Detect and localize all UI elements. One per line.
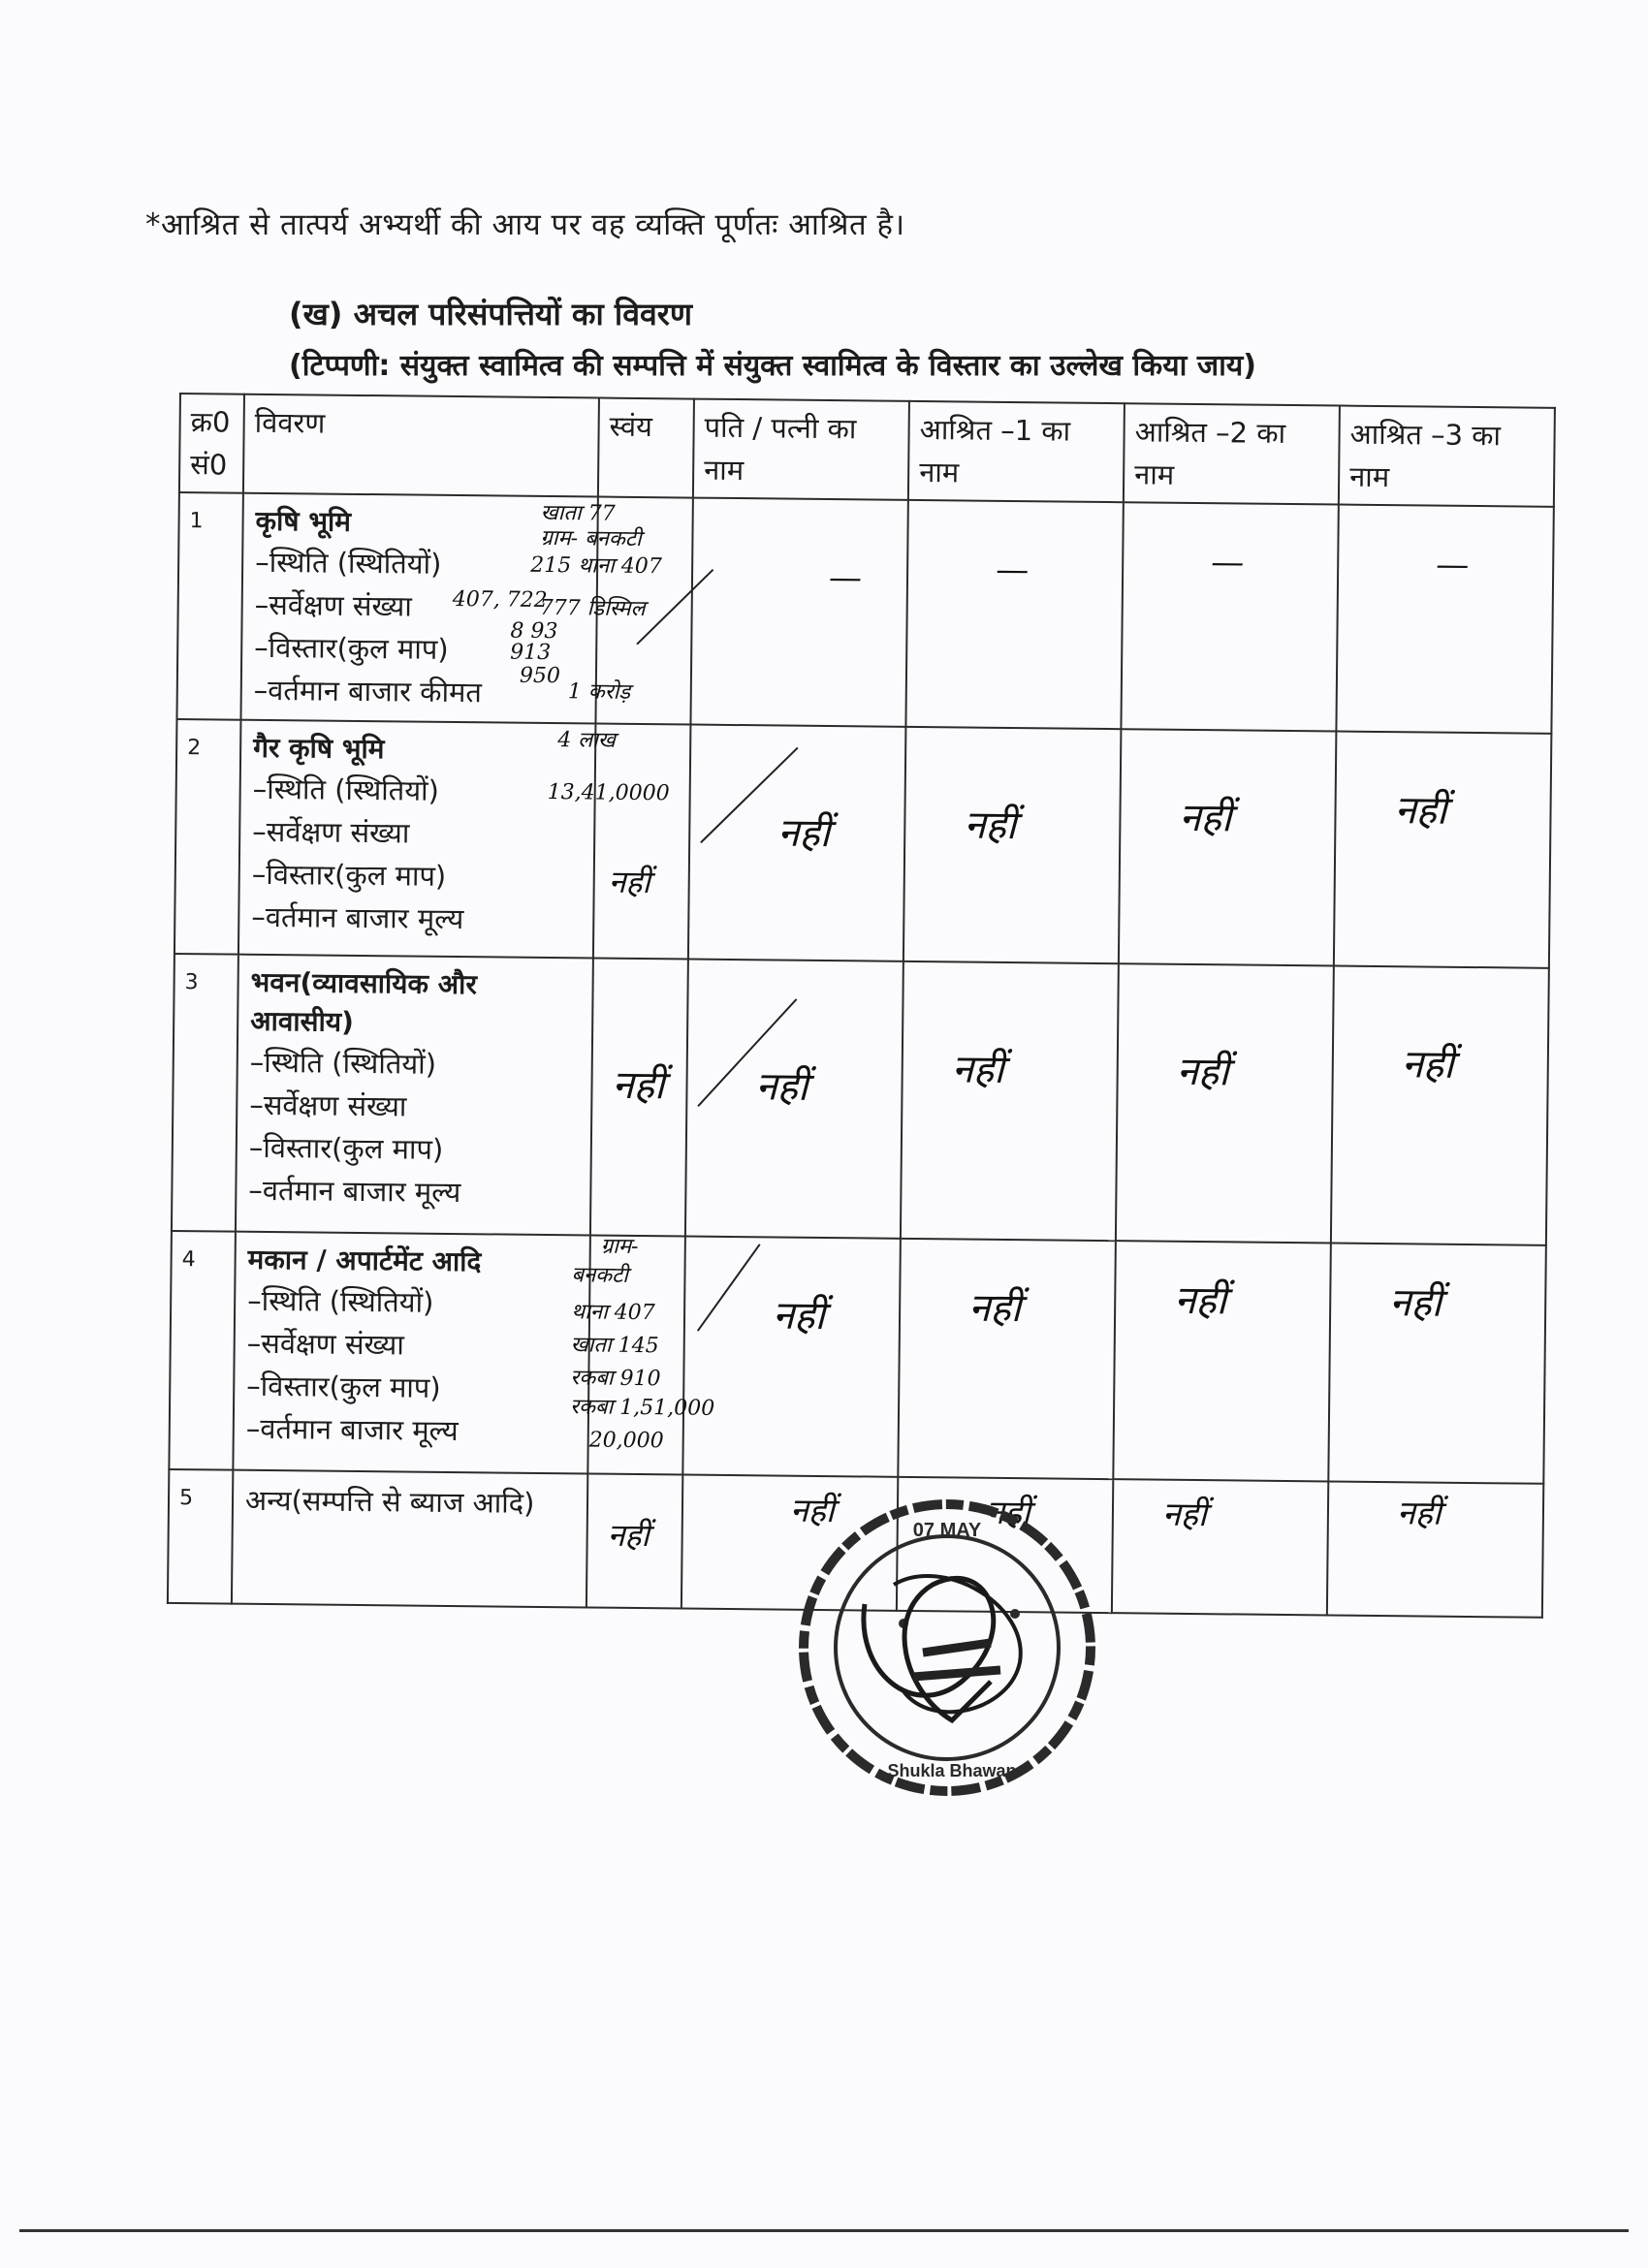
handwritten-note: 4 लाख bbox=[557, 728, 617, 753]
row-description bbox=[233, 1232, 590, 1474]
row-serial: 5 bbox=[168, 1469, 233, 1604]
row-subitem: –वर्तमान बाजार मूल्य bbox=[248, 1173, 461, 1210]
table-header-row bbox=[179, 394, 1555, 507]
handwritten-note: बनकटी bbox=[571, 1263, 629, 1288]
stamp-bottom-text: Shukla Bhawan bbox=[887, 1761, 1017, 1780]
row-description bbox=[238, 720, 596, 959]
handwritten-value: नहीं bbox=[1179, 795, 1232, 841]
header-description: विवरण bbox=[243, 394, 599, 497]
cell-dependent-1 bbox=[901, 961, 1119, 1241]
handwritten-value: नहीं bbox=[951, 1047, 1004, 1092]
handwritten-value: नहीं bbox=[1389, 1280, 1442, 1326]
row-category: भवन(व्यावसायिक और आवासीय) bbox=[250, 965, 478, 1038]
row-subitem: –वर्तमान बाजार मूल्य bbox=[245, 1411, 459, 1448]
row-serial: 2 bbox=[174, 719, 241, 955]
row-serial: 1 bbox=[176, 492, 242, 720]
cell-dependent-3 bbox=[1328, 1243, 1546, 1483]
row-subitem: –सर्वेक्षण संख्या bbox=[254, 587, 412, 623]
cell-dependent-2 bbox=[1112, 1479, 1328, 1615]
row-subitem: –वर्तमान बाजार कीमत bbox=[253, 673, 483, 709]
immovable-assets-table bbox=[167, 393, 1556, 1619]
page-bottom-border bbox=[19, 2229, 1629, 2232]
cell-self bbox=[452, 497, 692, 806]
cell-dependent-3 bbox=[1336, 505, 1553, 734]
row-category: मकान / अपार्टमेंट आदि bbox=[247, 1243, 482, 1278]
row-subitem: –सर्वेक्षण संख्या bbox=[246, 1326, 405, 1362]
row-subitem: –विस्तार(कुल माप) bbox=[251, 857, 447, 893]
handwritten-note: 407, 722 bbox=[452, 586, 548, 613]
handwritten-note: 20,000 bbox=[588, 1428, 664, 1454]
handwritten-note: 913 bbox=[510, 640, 552, 666]
cell-dependent-1 bbox=[906, 500, 1124, 729]
handwritten-value: नहीं bbox=[1174, 1277, 1227, 1324]
handwritten-value: नहीं bbox=[1176, 1049, 1229, 1095]
handwritten-value: नहीं bbox=[789, 1491, 835, 1531]
handwritten-value: नहीं bbox=[985, 1493, 1031, 1533]
row-subitem: –वर्तमान बाजार मूल्य bbox=[251, 899, 464, 936]
row-subitem: –स्थिति (स्थितियों) bbox=[249, 1045, 437, 1081]
row-description bbox=[232, 1470, 587, 1608]
handwritten-dash: — bbox=[1436, 545, 1470, 584]
handwritten-note: खाता 145 bbox=[570, 1333, 659, 1359]
handwritten-note: 215 थाना 407 bbox=[530, 552, 662, 580]
header-dependent-2: आश्रित –2 का नाम bbox=[1124, 403, 1340, 504]
cell-self bbox=[593, 724, 691, 960]
section-note: (टिप्पणी: संयुक्त स्वामित्व की सम्पत्ति में संयुक्त स्वामित्व के विस्तार का उल्लेख किया जाय) bbox=[289, 349, 1256, 383]
handwritten-value: नहीं bbox=[777, 810, 831, 857]
handwritten-note: 1 करोड़ bbox=[567, 679, 631, 705]
row-subitem: –स्थिति (स्थितियों) bbox=[252, 772, 440, 807]
row-serial: 3 bbox=[172, 954, 238, 1232]
header-serial: क्र0 सं0 bbox=[179, 394, 244, 493]
handwritten-note: ग्राम- bbox=[600, 1234, 639, 1260]
row-subitem: –सर्वेक्षण संख्या bbox=[252, 814, 410, 850]
header-self: स्वंय bbox=[598, 398, 694, 498]
row-serial: 4 bbox=[169, 1231, 236, 1470]
handwritten-dash: — bbox=[996, 550, 1030, 590]
handwritten-note: खाता 77 bbox=[540, 500, 616, 526]
row-subitem: –विस्तार(कुल माप) bbox=[254, 630, 449, 666]
handwritten-note: रकबा 910 bbox=[570, 1366, 661, 1392]
cell-dependent-2 bbox=[1116, 963, 1334, 1243]
handwritten-note: रकबा 1,51,000 bbox=[569, 1395, 715, 1421]
handwritten-value: नहीं bbox=[1396, 1494, 1442, 1533]
handwritten-dash: — bbox=[828, 558, 863, 598]
row-subitem: –स्थिति (स्थितियों) bbox=[254, 545, 442, 581]
header-spouse: पति / पत्नी का नाम bbox=[693, 399, 909, 500]
handwritten-dash: — bbox=[1211, 543, 1245, 583]
cell-dependent-3 bbox=[1327, 1481, 1543, 1617]
header-dependent-3: आश्रित –3 का नाम bbox=[1339, 406, 1555, 507]
footnote-dependent-definition: *आश्रित से तात्पर्य अभ्यर्थी की आय पर वह व्यक्ति पूर्णतः आश्रित है। bbox=[145, 207, 905, 242]
cell-self bbox=[590, 959, 688, 1237]
handwritten-value: नहीं bbox=[1161, 1495, 1207, 1535]
stamp-ring-text: 07 MAY bbox=[912, 1520, 982, 1541]
handwritten-value: नहीं bbox=[612, 1062, 665, 1109]
row-subitem: –विस्तार(कुल माप) bbox=[246, 1369, 441, 1404]
handwritten-value: नहीं bbox=[1401, 1042, 1454, 1087]
row-category: अन्य(सम्पत्ति से ब्याज आदि) bbox=[244, 1483, 535, 1520]
official-seal-stamp bbox=[797, 1497, 1097, 1798]
row-description bbox=[236, 955, 593, 1236]
cell-spouse bbox=[688, 725, 906, 961]
cell-dependent-2 bbox=[1113, 1241, 1331, 1481]
handwritten-note: 8 93 bbox=[510, 618, 558, 645]
handwritten-note: थाना 407 bbox=[570, 1300, 655, 1326]
cell-spouse bbox=[690, 498, 908, 727]
table-row bbox=[169, 1231, 1545, 1484]
cell-spouse bbox=[685, 960, 903, 1239]
handwritten-value: नहीं bbox=[1394, 788, 1447, 834]
section-title: (ख) अचल परिसंपत्तियों का विवरण bbox=[289, 296, 693, 332]
table-row bbox=[176, 492, 1553, 734]
row-subitem: –स्थिति (स्थितियों) bbox=[247, 1283, 434, 1319]
cell-dependent-2 bbox=[1119, 729, 1336, 965]
cell-dependent-3 bbox=[1331, 966, 1549, 1245]
cell-dependent-1 bbox=[898, 1239, 1116, 1479]
handwritten-note: ग्राम- बनकटी bbox=[540, 525, 642, 551]
handwritten-note: 950 bbox=[519, 663, 561, 689]
cell-dependent-2 bbox=[1121, 502, 1338, 731]
handwritten-value: नहीं bbox=[968, 1285, 1022, 1332]
handwritten-note: 13,41,0000 bbox=[547, 779, 670, 806]
row-subitem: –विस्तार(कुल माप) bbox=[248, 1130, 444, 1166]
cell-dependent-1 bbox=[903, 727, 1121, 963]
cell-self bbox=[569, 1234, 715, 1474]
cell-dependent-3 bbox=[1334, 732, 1551, 968]
cell-spouse bbox=[682, 1237, 901, 1477]
row-category: कृषि भूमि bbox=[255, 504, 352, 538]
handwritten-value: नहीं bbox=[755, 1064, 808, 1110]
row-category: गैर कृषि भूमि bbox=[252, 731, 385, 766]
handwritten-value: नहीं bbox=[607, 1516, 650, 1555]
handwritten-note: 777 डिस्मिल bbox=[539, 595, 646, 622]
row-subitem: –सर्वेक्षण संख्या bbox=[249, 1087, 407, 1123]
handwritten-value: नहीं bbox=[964, 803, 1017, 849]
table-row bbox=[174, 719, 1551, 968]
cell-self bbox=[586, 1473, 682, 1608]
table-row bbox=[172, 954, 1549, 1245]
header-dependent-1: आश्रित –1 का नाम bbox=[908, 401, 1125, 502]
handwritten-value: नहीं bbox=[772, 1293, 826, 1339]
handwritten-value: नहीं bbox=[608, 863, 650, 901]
